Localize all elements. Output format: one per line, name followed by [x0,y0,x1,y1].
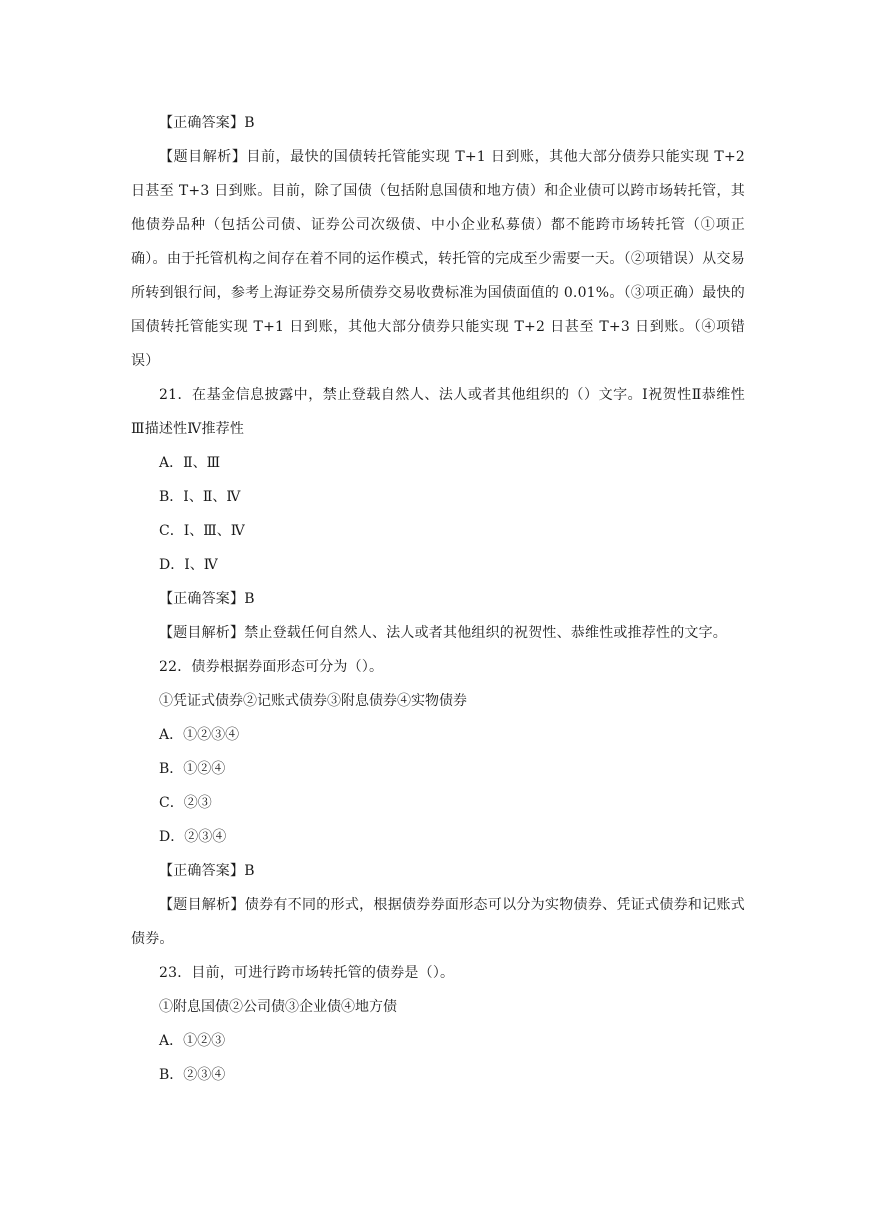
analysis-paragraph: 【题目解析】债券有不同的形式，根据债券券面形态可以分为实物债券、凭证式债券和记账式债券。 [131,897,745,947]
document-content [131,106,745,1092]
analysis-paragraph: 【题目解析】目前，最快的国债转托管能实现 T+1 日到账，其他大部分债券只能实现 T+2 日甚至 T+3 日到账。目前，除了国债（包括附息国债和地方债）和企业债可以跨市场转托管，其他债券品种（包括公司债、证券公司次级债、中小企业私募债）都不能跨市场转托管（①项正确）。由于托管机构之间存在着不同的运作模式，转托管的完成至少需要一天。（②项错误）从交易所转到银行间，参考上海证券交易所债券交易收费标准为国债面值的 0.01%。（③项正确）最快的国债转托管能实现 T+1 日到账，其他大部分债券只能实现 T+2 日甚至 T+3 日到账。（④项错误） [131,149,745,369]
option-c: C．②③ [159,795,212,811]
option-d: D．Ⅰ、Ⅳ [159,557,218,573]
option-b: B．①②④ [159,761,226,777]
question-23: 23．目前，可进行跨市场转托管的债券是（）。 [159,965,455,981]
answer-line: 【正确答案】B [159,863,255,879]
option-d: D．②③④ [159,829,227,845]
option-a: A．Ⅱ、Ⅲ [159,455,221,471]
option-b: B．②③④ [159,1067,226,1083]
option-a: A．①②③④ [159,727,240,743]
option-c: C．Ⅰ、Ⅲ、Ⅳ [159,523,245,539]
question-22: 22．债券根据券面形态可分为（）。 [159,659,384,675]
question-stem: ①凭证式债券②记账式债券③附息债券④实物债券 [159,693,467,709]
question-21: 21．在基金信息披露中，禁止登载自然人、法人或者其他组织的（）文字。Ⅰ祝贺性Ⅱ恭维性Ⅲ描述性Ⅳ推荐性 [131,387,745,437]
option-b: B．Ⅰ、Ⅱ、Ⅳ [159,489,241,505]
option-a: A．①②③ [159,1033,226,1049]
answer-line: 【正确答案】B [159,591,255,607]
analysis-paragraph: 【题目解析】禁止登载任何自然人、法人或者其他组织的祝贺性、恭维性或推荐性的文字。 [159,625,727,641]
answer-line: 【正确答案】B [159,115,255,131]
question-stem: ①附息国债②公司债③企业债④地方债 [159,999,397,1015]
